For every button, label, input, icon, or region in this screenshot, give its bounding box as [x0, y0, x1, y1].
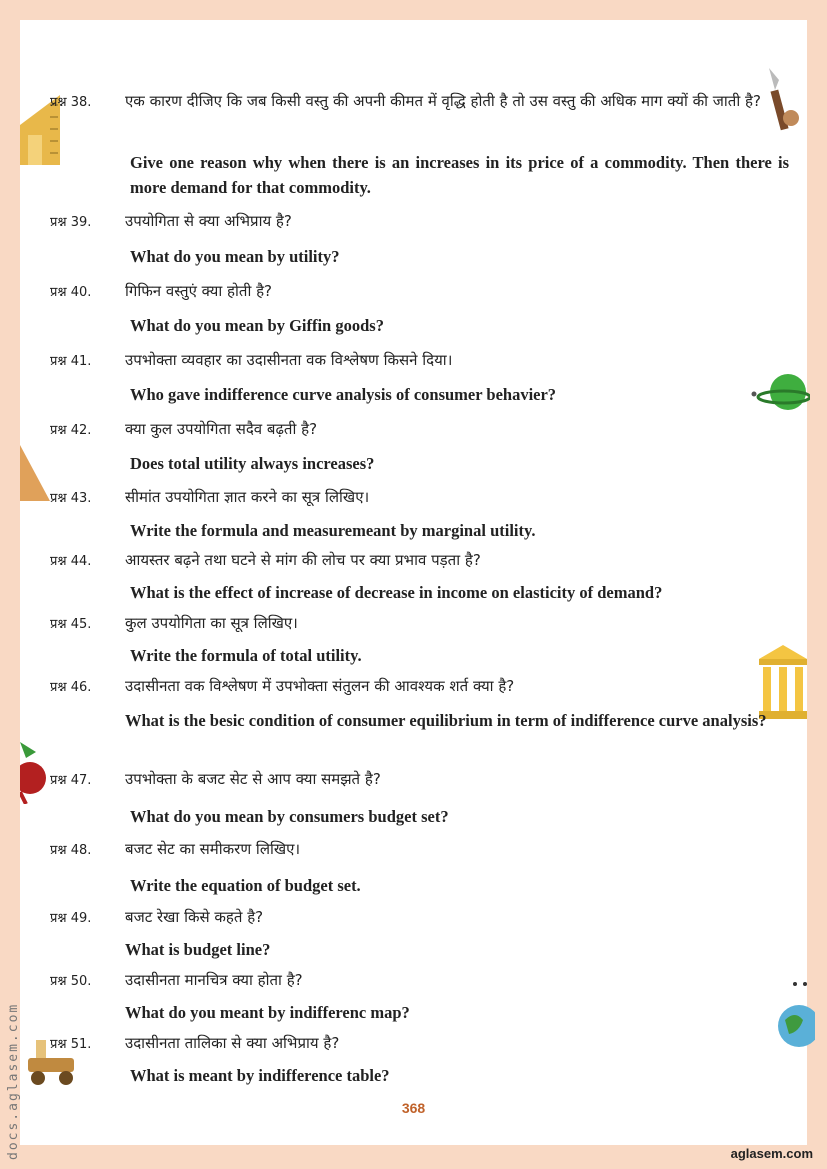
- question-38: [50, 88, 790, 116]
- question-number: प्रश्न 40.: [50, 285, 92, 300]
- pyramid-illustration: [20, 445, 52, 503]
- page-number: 368: [401, 1100, 426, 1116]
- question-44: [50, 547, 790, 575]
- question-hindi: उपभोक्ता व्यवहार का उदासीनता वक विश्लेषण किसने दिया।: [125, 351, 453, 369]
- footer-brand: aglasem.com: [730, 1146, 813, 1161]
- question-number: प्रश्न 42.: [50, 423, 92, 438]
- question-number: प्रश्न 48.: [50, 843, 92, 858]
- question-42: [50, 416, 790, 444]
- question-english: Write the equation of budget set.: [130, 876, 361, 895]
- question-number: प्रश्न 39.: [50, 215, 92, 230]
- question-english: What do you meant by indifferenc map?: [125, 1003, 410, 1022]
- question-number: प्रश्न 49.: [50, 911, 92, 926]
- question-english: Who gave indifference curve analysis of consumer behavier?: [130, 385, 557, 404]
- question-39: [50, 208, 790, 236]
- question-hindi: गिफिन वस्तुएं क्या होती है?: [125, 282, 273, 300]
- question-english: Write the formula of total utility.: [130, 646, 362, 665]
- question-40: [50, 278, 790, 306]
- question-hindi: उदासीनता तालिका से क्या अभिप्राय है?: [125, 1034, 340, 1052]
- question-hindi: उपयोगिता से क्या अभिप्राय है?: [125, 212, 292, 230]
- question-english: What do you mean by utility?: [130, 247, 340, 266]
- question-49: [50, 904, 790, 932]
- question-hindi: उदासीनता मानचित्र क्या होता है?: [125, 971, 303, 989]
- question-45: [50, 610, 790, 638]
- question-48: [50, 836, 790, 864]
- question-english: What do you mean by Giffin goods?: [130, 316, 384, 335]
- question-number: प्रश्न 45.: [50, 617, 92, 632]
- question-51: [50, 1030, 790, 1058]
- question-47: [50, 766, 790, 794]
- question-hindi: बजट रेखा किसे कहते है?: [125, 908, 264, 926]
- question-hindi: उदासीनता वक विश्लेषण में उपभोक्ता संतुलन की आवश्यक शर्त क्या है?: [125, 677, 515, 695]
- question-english: What is the effect of increase of decrease in income on elasticity of demand?: [130, 583, 663, 602]
- question-number: प्रश्न 41.: [50, 354, 92, 369]
- question-number: प्रश्न 44.: [50, 554, 92, 569]
- question-english: What is the besic condition of consumer equilibrium in term of indifference curve analysis?: [125, 711, 767, 730]
- question-hindi: कुल उपयोगिता का सूत्र लिखिए।: [125, 614, 298, 632]
- question-number: प्रश्न 43.: [50, 491, 92, 506]
- question-hindi: उपभोक्ता के बजट सेट से आप क्या समझते है?: [125, 770, 381, 788]
- question-number: प्रश्न 46.: [50, 680, 92, 695]
- side-watermark: docs.aglasem.com: [6, 1002, 21, 1160]
- question-english: Write the formula and measuremeant by marginal utility.: [130, 521, 536, 540]
- question-hindi: एक कारण दीजिए कि जब किसी वस्तु की अपनी कीमत में वृद्धि होती है तो उस वस्तु की अधिक माग क्यों की जाती है?: [125, 92, 761, 110]
- question-41: [50, 347, 790, 375]
- question-number: प्रश्न 47.: [50, 773, 92, 788]
- question-hindi: क्या कुल उपयोगिता सदैव बढ़ती है?: [125, 420, 318, 438]
- question-hindi: आयस्तर बढ़ने तथा घटने से मांग की लोच पर क्या प्रभाव पड़ता है?: [125, 551, 481, 569]
- question-46: [50, 673, 790, 701]
- question-english: What is meant by indifference table?: [130, 1066, 390, 1085]
- question-number: प्रश्न 38.: [50, 95, 92, 110]
- question-hindi: बजट सेट का समीकरण लिखिए।: [125, 840, 301, 858]
- question-english: Give one reason why when there is an increases in its price of a commodity. Then there is more demand for that commodity.: [130, 153, 789, 197]
- question-english: What is budget line?: [125, 940, 271, 959]
- question-hindi: सीमांत उपयोगिता ज्ञात करने का सूत्र लिखिए।: [125, 488, 370, 506]
- question-number: प्रश्न 50.: [50, 974, 92, 989]
- question-43: [50, 484, 790, 512]
- apple-illustration: [20, 742, 52, 804]
- question-50: [50, 967, 790, 995]
- question-english: Does total utility always increases?: [130, 454, 375, 473]
- question-number: प्रश्न 51.: [50, 1037, 92, 1052]
- question-english: What do you mean by consumers budget set?: [130, 807, 449, 826]
